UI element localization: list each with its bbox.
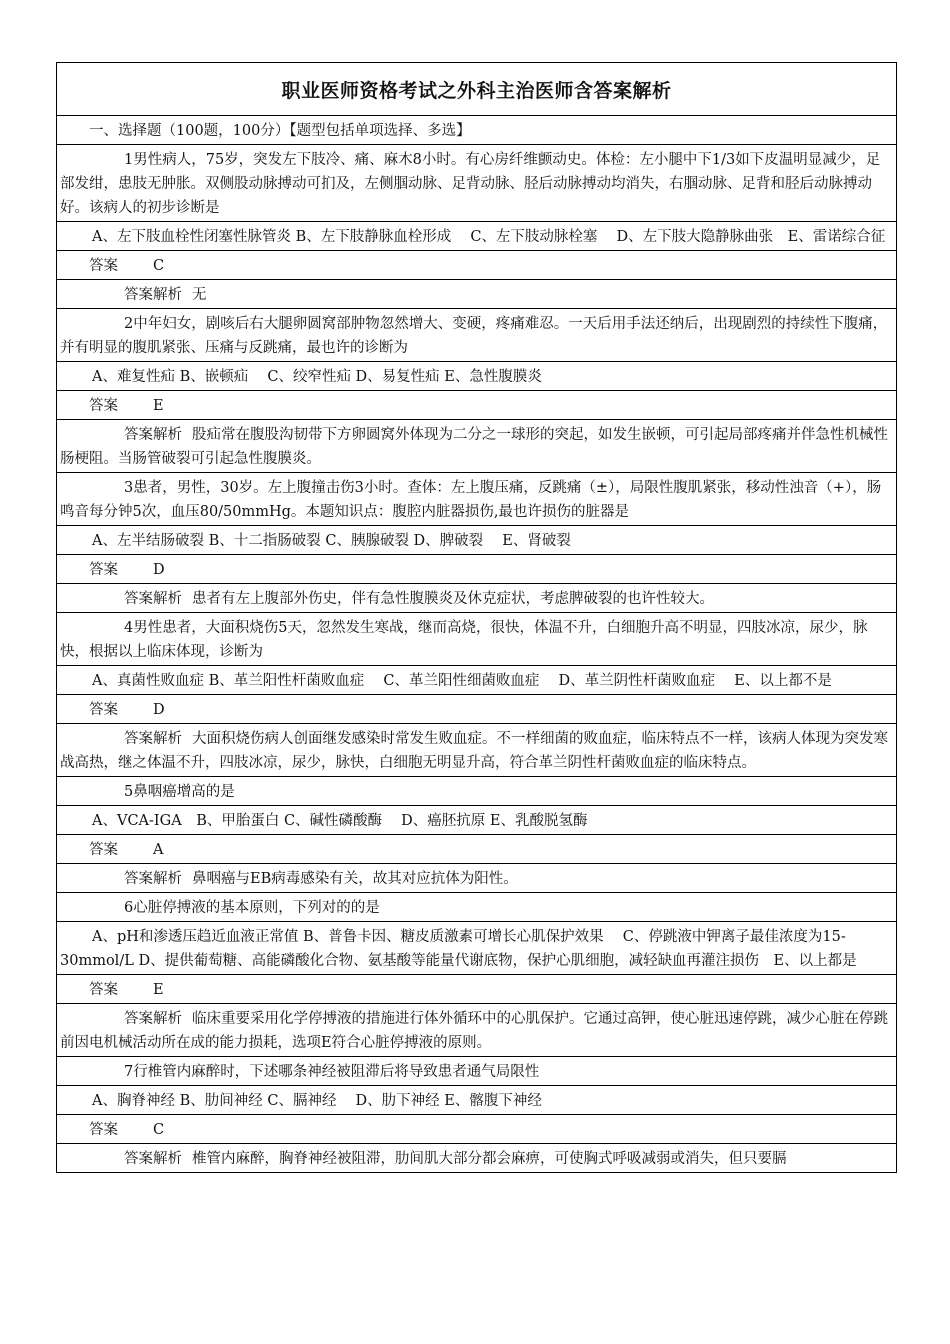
answer-label: 答案: [89, 842, 118, 858]
answer-value: E: [153, 398, 164, 414]
question-text: 男性患者，大面积烧伤5天，忽然发生寒战，继而高烧，很快，体温不升，白细胞升高不明显，四肢冰凉，尿少，脉快，根据以上临床体现，诊断为: [60, 620, 868, 660]
question-number: 2: [124, 316, 134, 332]
question-number: 7: [124, 1064, 134, 1080]
explanation-label: 答案解析: [124, 1011, 182, 1027]
answer-value: C: [153, 1122, 165, 1138]
question-stem: [57, 473, 896, 526]
explanation-row: [57, 420, 896, 473]
question-options: A、VCA-IGA B、甲胎蛋白 C、碱性磷酸酶 D、癌胚抗原 E、乳酸脱氢酶: [57, 806, 896, 835]
question-options: A、左下肢血栓性闭塞性脉管炎 B、左下肢静脉血栓形成 C、左下肢动脉栓塞 D、左下肢大隐静脉曲张 E、雷诺综合征: [57, 222, 896, 251]
explanation-text: 无: [192, 287, 207, 303]
question-number: 3: [124, 480, 134, 496]
explanation-label: 答案解析: [124, 1151, 182, 1167]
answer-row: [57, 695, 896, 724]
explanation-row: [57, 584, 896, 613]
answer-row: [57, 835, 896, 864]
explanation-row: [57, 1144, 896, 1173]
answer-value: D: [153, 702, 165, 718]
explanation-row: [57, 864, 896, 893]
question-options: A、胸脊神经 B、肋间神经 C、膈神经 D、肋下神经 E、髂腹下神经: [57, 1086, 896, 1115]
explanation-row: [57, 280, 896, 309]
explanation-text: 椎管内麻醉，胸脊神经被阻滞，肋间肌大部分都会麻痹，可使胸式呼吸减弱或消失，但只要膈: [192, 1151, 787, 1167]
explanation-label: 答案解析: [124, 287, 182, 303]
explanation-row: [57, 1004, 896, 1057]
explanation-label: 答案解析: [124, 871, 182, 887]
answer-value: D: [153, 562, 165, 578]
question-stem: [57, 145, 896, 222]
question-text: 心脏停搏液的基本原则，下列对的的是: [133, 900, 380, 916]
answer-label: 答案: [89, 562, 118, 578]
question-options: A、pH和渗透压趋近血液正常值 B、普鲁卡因、糖皮质激素可增长心肌保护效果 C、停跳液中钾离子最佳浓度为15-30mmol/L D、提供葡萄糖、高能磷酸化合物、氨基酸等能量代谢底物，保护心肌细胞，减轻缺血再灌注损伤 E、以上都是: [57, 922, 896, 975]
document-title: 职业医师资格考试之外科主治医师含答案解析: [57, 63, 896, 116]
explanation-text: 鼻咽癌与EB病毒感染有关，故其对应抗体为阳性。: [192, 871, 518, 887]
answer-row: [57, 251, 896, 280]
question-stem: [57, 893, 896, 922]
answer-row: [57, 1115, 896, 1144]
question-text: 鼻咽癌增高的是: [133, 784, 235, 800]
answer-row: [57, 555, 896, 584]
question-options: A、左半结肠破裂 B、十二指肠破裂 C、胰腺破裂 D、脾破裂 E、肾破裂: [57, 526, 896, 555]
question-number: 6: [124, 900, 134, 916]
answer-value: C: [153, 258, 165, 274]
question-stem: [57, 613, 896, 666]
question-options: A、真菌性败血症 B、革兰阳性杆菌败血症 C、革兰阳性细菌败血症 D、革兰阴性杆菌败血症 E、以上都不是: [57, 666, 896, 695]
explanation-label: 答案解析: [124, 427, 182, 443]
question-text: 患者，男性，30岁。左上腹撞击伤3小时。查体：左上腹压痛，反跳痛（±），局限性腹肌紧张，移动性浊音（+），肠鸣音每分钟5次，血压80/50mmHg。本题知识点：腹腔内脏器损伤,最也许损伤的脏器是: [60, 480, 882, 520]
answer-value: A: [153, 842, 164, 858]
question-stem: [57, 309, 896, 362]
explanation-row: [57, 724, 896, 777]
answer-label: 答案: [89, 258, 118, 274]
answer-row: [57, 391, 896, 420]
answer-label: 答案: [89, 1122, 118, 1138]
question-number: 1: [124, 152, 134, 168]
section-header: 一、选择题（100题，100分）【题型包括单项选择、多选】: [57, 116, 896, 145]
answer-row: [57, 975, 896, 1004]
question-stem: [57, 777, 896, 806]
explanation-text: 股疝常在腹股沟韧带下方卵圆窝外体现为二分之一球形的突起，如发生嵌顿，可引起局部疼痛并伴急性机械性肠梗阻。当肠管破裂可引起急性腹膜炎。: [60, 427, 888, 467]
question-stem: [57, 1057, 896, 1086]
explanation-text: 临床重要采用化学停搏液的措施进行体外循环中的心肌保护。它通过高钾，使心脏迅速停跳，减少心脏在停跳前因电机械活动所在成的能力损耗，选项E符合心脏停搏液的原则。: [60, 1011, 888, 1051]
document-table: [56, 62, 897, 1173]
explanation-label: 答案解析: [124, 731, 182, 747]
answer-value: E: [153, 982, 164, 998]
question-text: 行椎管内麻醉时，下述哪条神经被阻滞后将导致患者通气局限性: [133, 1064, 540, 1080]
question-number: 4: [124, 620, 134, 636]
question-number: 5: [124, 784, 134, 800]
explanation-text: 大面积烧伤病人创面继发感染时常发生败血症。不一样细菌的败血症，临床特点不一样，该病人体现为突发寒战高热，继之体温不升，四肢冰凉，尿少，脉快，白细胞无明显升高，符合革兰阴性杆菌败血症的临床特点。: [60, 731, 888, 771]
answer-label: 答案: [89, 702, 118, 718]
question-text: 男性病人，75岁，突发左下肢冷、痛、麻木8小时。有心房纤维颤动史。体检：左小腿中下1/3如下皮温明显减少，足部发绀，患肢无肿胀。双侧股动脉搏动可扪及，左侧腘动脉、足背动脉、胫后动脉搏动均消失，右腘动脉、足背和胫后动脉搏动好。该病人的初步诊断是: [60, 152, 881, 216]
explanation-label: 答案解析: [124, 591, 182, 607]
question-text: 中年妇女，剧咳后右大腿卵圆窝部肿物忽然增大、变硬，疼痛难忍。一天后用手法还纳后，出现剧烈的持续性下腹痛，并有明显的腹肌紧张、压痛与反跳痛，最也许的诊断为: [60, 316, 888, 356]
answer-label: 答案: [89, 398, 118, 414]
answer-label: 答案: [89, 982, 118, 998]
question-options: A、难复性疝 B、嵌顿疝 C、绞窄性疝 D、易复性疝 E、急性腹膜炎: [57, 362, 896, 391]
explanation-text: 患者有左上腹部外伤史，伴有急性腹膜炎及休克症状，考虑脾破裂的也许性较大。: [192, 591, 714, 607]
